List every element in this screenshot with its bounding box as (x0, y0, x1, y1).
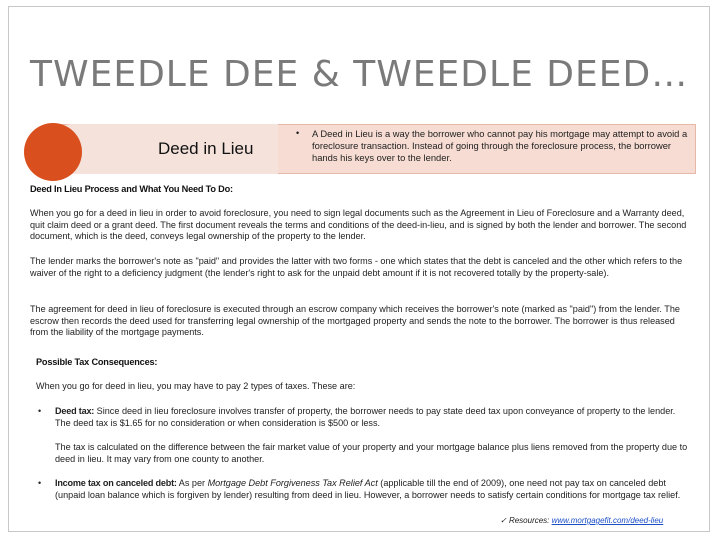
paragraph-2: The lender marks the borrower's note as "paid" and provides the latter with two forms - one which states that the debt is canceled and the other which refers to the waiver of the right to a deficiency judgment (the lender's right to ask for the unpaid debt amount if it is not recovered totally by the property-sale). (30, 256, 683, 278)
tax-item-text: (applicable till the end of 2009), one need not pay tax on canceled debt (unpaid loan balance which is forgiven by lender) resulting from deed in lieu. However, a borrower needs to satisfy certain conditions for mortgage tax relief. (55, 478, 681, 500)
decorative-circle (24, 123, 82, 181)
section-heading-process: Deed In Lieu Process and What You Need To Do: (30, 184, 233, 194)
resources-link[interactable]: www.mortgagefit.com/deed-lieu (551, 516, 664, 525)
tax-item-label: Income tax on canceled debt: (55, 478, 177, 488)
band-label: Deed in Lieu (158, 139, 254, 158)
tax-item-deed-extra: The tax is calculated on the difference between the fair market value of your property and your mortgage balance plus liens removed from the property due to deed in lieu. It may vary from one county to another. (55, 442, 688, 464)
tax-item-deed (55, 406, 693, 429)
resources-label: Resources: (508, 516, 552, 525)
tax-item-text: Since deed in lieu foreclosure involves transfer of property, the borrower needs to pay state deed tax upon conveyance of property to the lender. The deed tax is $1.65 for no consideration or when consideration is $500 or less. (55, 406, 676, 428)
bullet-dot: • (296, 128, 300, 138)
resources-line (500, 516, 663, 525)
check-icon: ✓ (500, 516, 507, 525)
paragraph-3: The agreement for deed in lieu of foreclosure is executed through an escrow company which receives the borrower's note (marked as "paid") from the lender. The escrow then records the deed used for transferring legal ownership of the mortgaged property and sends the note to the borrower. The borrower is thus released from the liability of the mortgage payments. (30, 304, 680, 338)
bullet-dot: • (38, 478, 42, 488)
band-text: A Deed in Lieu is a way the borrower who cannot pay his mortgage may attempt to avoid a foreclosure transaction. Instead of going through the foreclosure process, the borrower hands his keys over to the lender. (312, 128, 688, 163)
act-name: Mortgage Debt Forgiveness Tax Relief Act (207, 478, 378, 488)
tax-item-label: Deed tax: (55, 406, 95, 416)
tax-intro: When you go for deed in lieu, you may have to pay 2 types of taxes. These are: (36, 381, 356, 391)
bullet-dot: • (38, 406, 42, 416)
section-heading-tax: Possible Tax Consequences: (36, 357, 158, 367)
paragraph-1: When you go for a deed in lieu in order to avoid foreclosure, you need to sign legal documents such as the Agreement in Lieu of Foreclosure and a Warranty deed, quit claim deed or a grant deed. The first document reveals the terms and conditions of the deed-in-lieu, and is signed by both the lender and borrower. The second document, which is the deed, conveys legal ownership of the property to the lender. (30, 208, 687, 242)
tax-item-text: As per (176, 478, 208, 488)
slide-title: TWEEDLE DEE & TWEEDLE DEED… (30, 54, 689, 95)
tax-item-income (55, 478, 693, 501)
